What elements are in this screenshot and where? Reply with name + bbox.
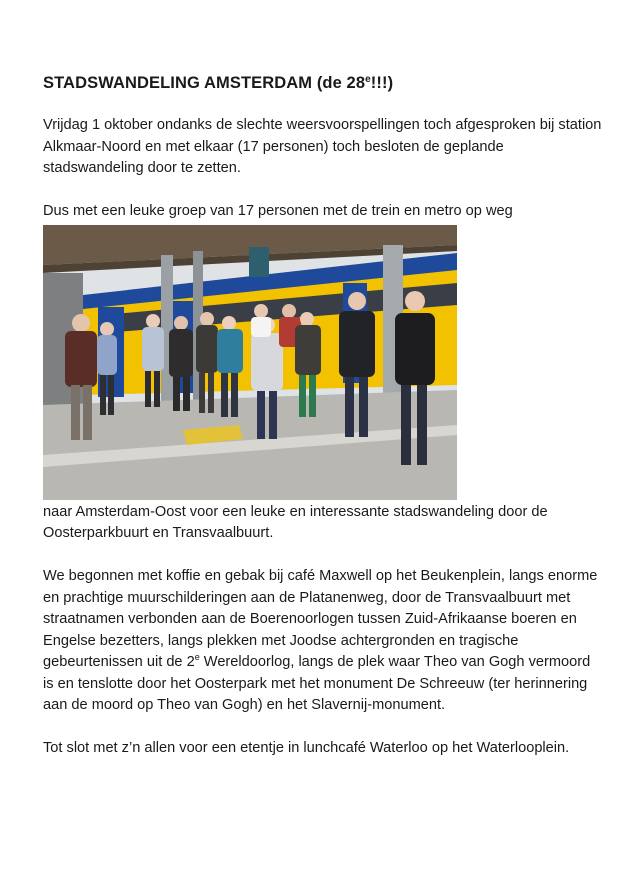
paragraph-intro: Vrijdag 1 oktober ondanks de slechte weersvoorspellingen toch afgesproken bij station Alkmaar-Noord en met elkaar (17 personen) toch besloten de geplande stadswandeling door te zetten. <box>43 117 602 176</box>
page-title <box>43 74 603 93</box>
platform-photo-illustration <box>43 225 457 500</box>
document-page <box>43 74 603 781</box>
paragraph-closing: Tot slot met z’n allen voor een etentje in lunchcafé Waterloo op het Waterlooplein. <box>43 740 570 756</box>
paragraph-walk-part2: Wereldoorlog, langs de plek waar Theo van Gogh vermoord is en tenslotte door het Oosterpark met het monument De Schreeuw (ter herinnering aan de moord op Theo van Gogh) en het Slavernij-monument. <box>43 654 591 713</box>
title-end: !!!) <box>370 74 394 92</box>
paragraph-walk-part1: We begonnen met koffie en gebak bij café Maxwell op het Beukenplein, langs enorme en prachtige muurschilderingen aan de Platanenweg, door de Transvaalbuurt met straatnamen verbonden aan de Boerenoorlogen tussen Zuid-Afrikaanse boeren en Engelse bezetters, langs plekken met Joodse achtergronden en tragische gebeurtenissen uit de 2 <box>43 568 598 670</box>
title-superscript: e <box>365 74 371 85</box>
paragraph-destination: naar Amsterdam-Oost voor een leuke en interessante stadswandeling door de Oosterparkbuurt en Transvaalbuurt. <box>43 503 548 541</box>
group-photo <box>43 225 457 500</box>
paragraph-walk <box>43 566 603 717</box>
paragraph-walk-superscript: e <box>194 652 200 662</box>
title-text: STADSWANDELING AMSTERDAM (de 28 <box>43 74 366 92</box>
paragraph-group: Dus met een leuke groep van 17 personen met de trein en metro op weg <box>43 203 513 219</box>
